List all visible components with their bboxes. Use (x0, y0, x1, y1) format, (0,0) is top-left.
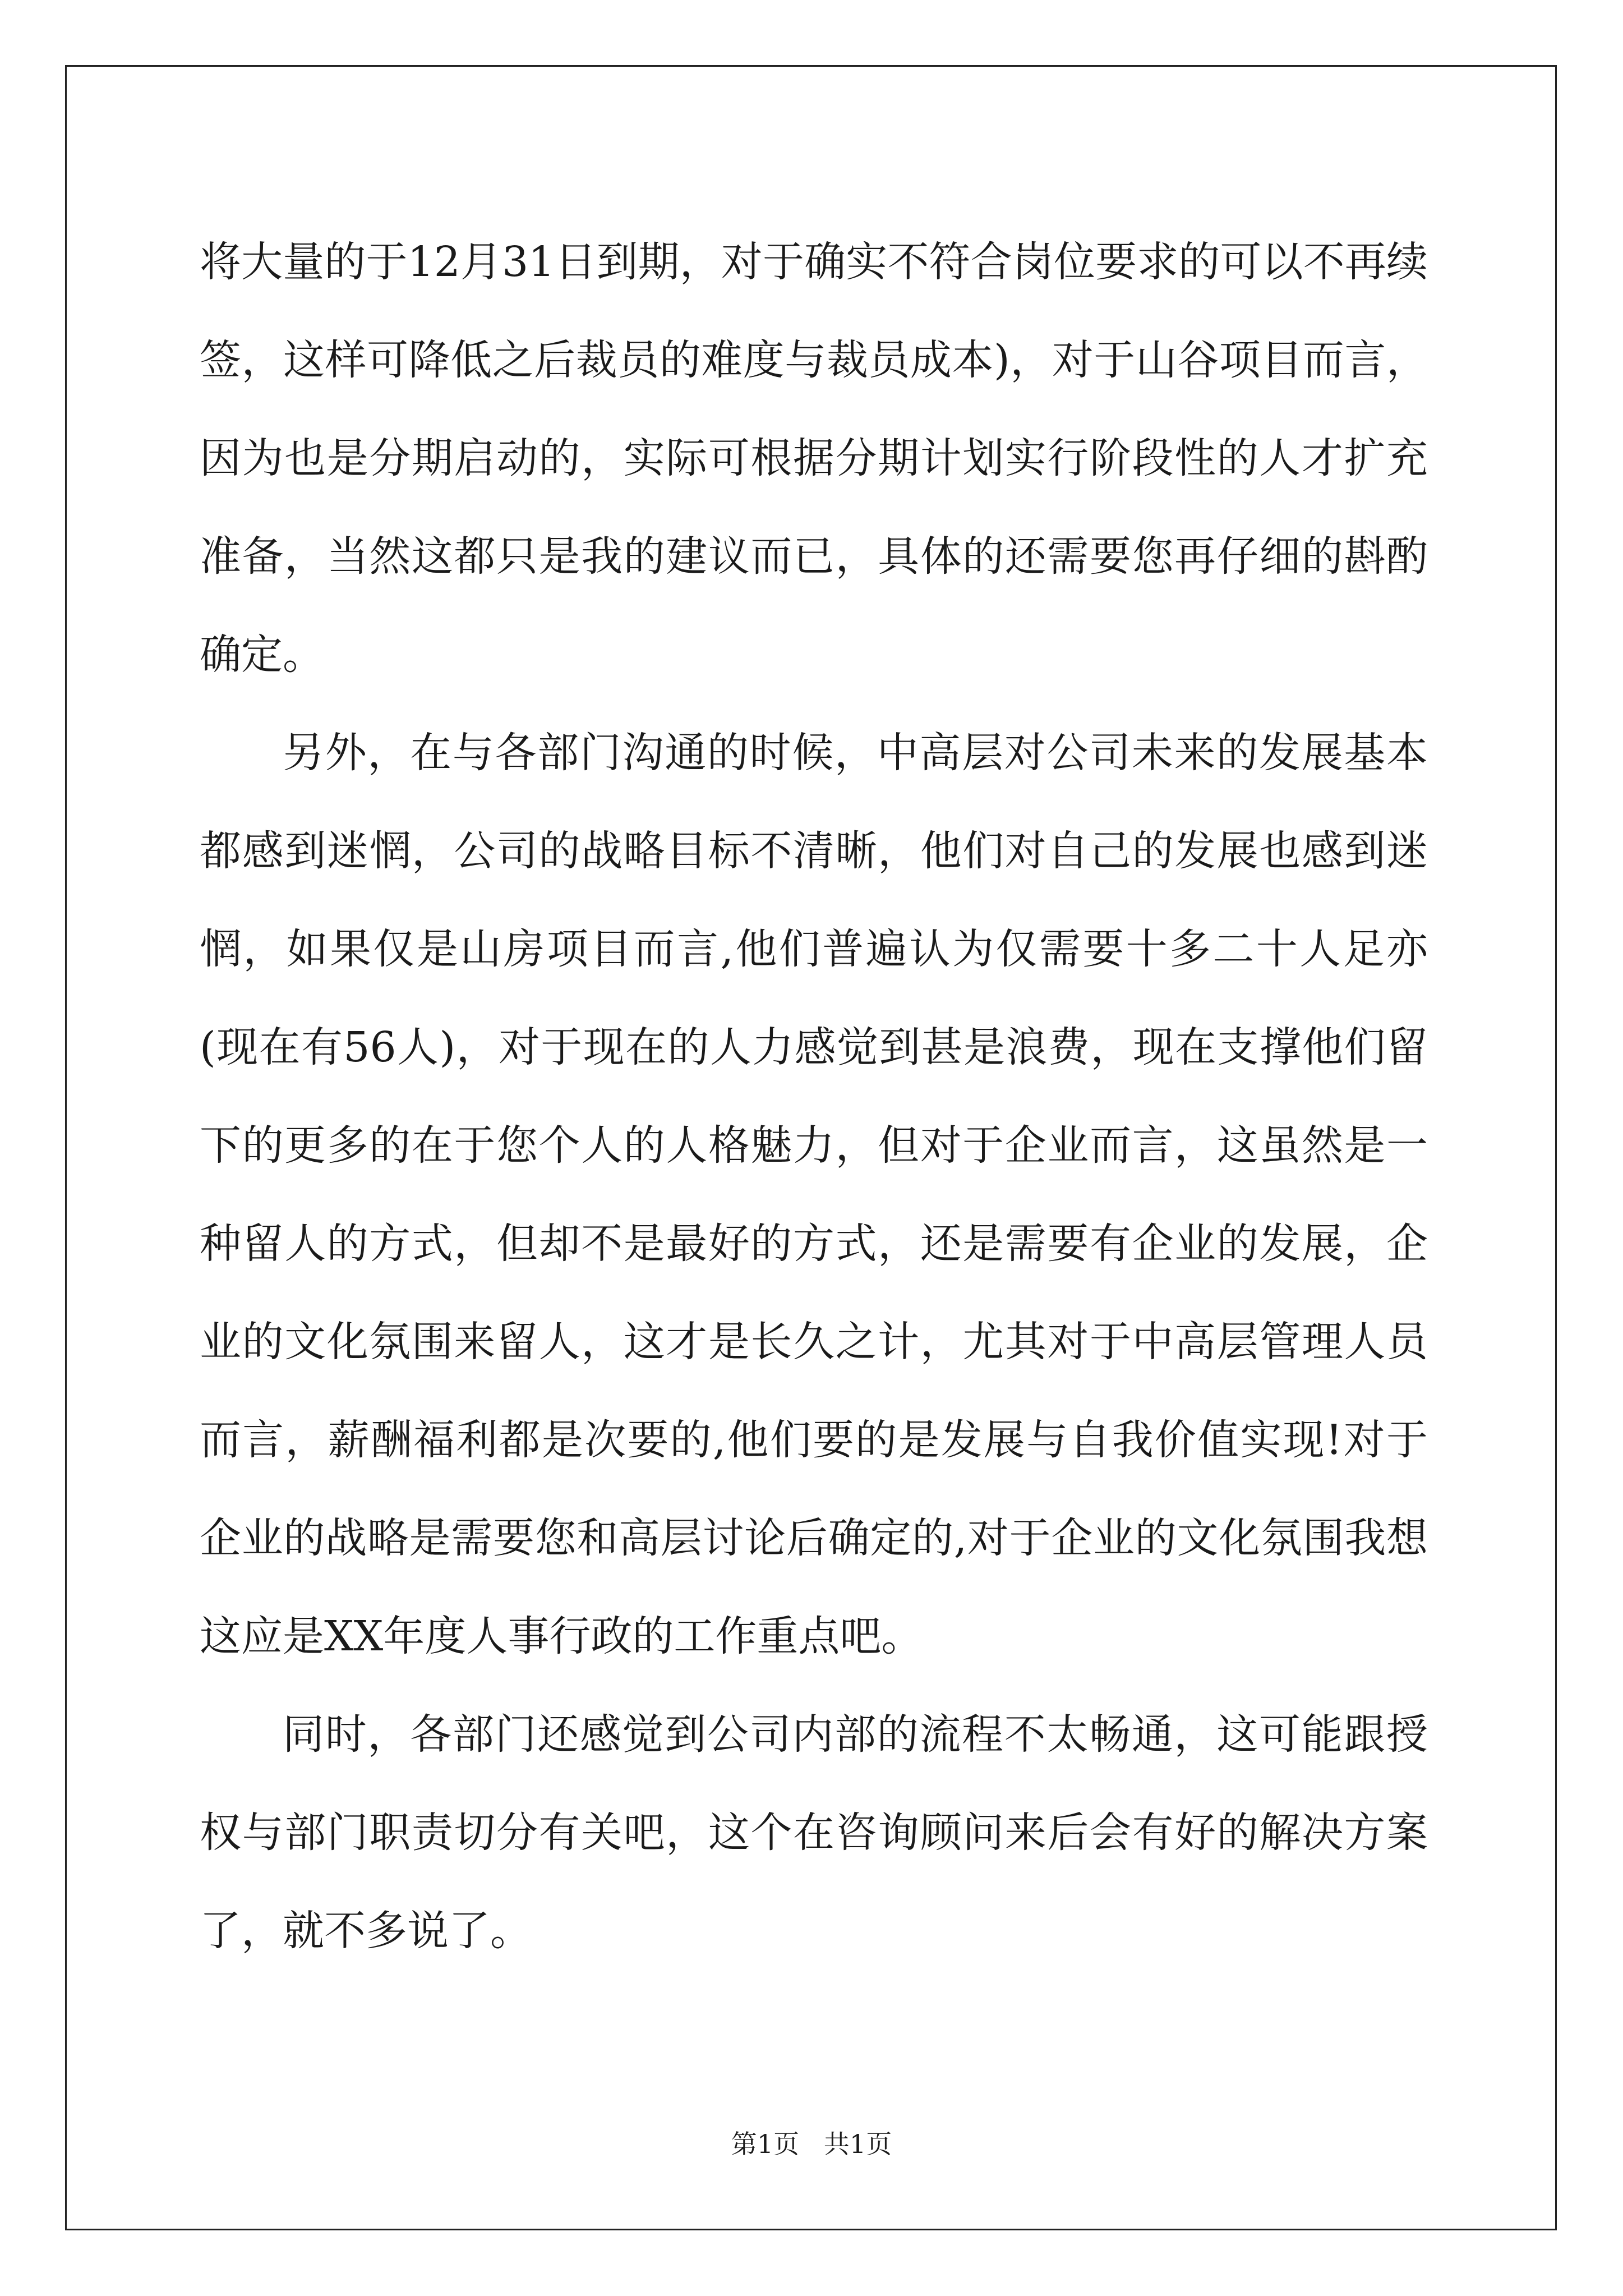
document-body (200, 213, 1428, 1980)
paragraph-continuation: 将大量的于12月31日到期，对于确实不符合岗位要求的可以不再续签，这样可降低之后裁员的难度与裁员成本)，对于山谷项目而言，因为也是分期启动的，实际可根据分期计划实行阶段性的人才扩充准备，当然这都只是我的建议而已，具体的还需要您再仔细的斟酌确定。 (200, 238, 1428, 679)
paragraph-strategy: 另外，在与各部门沟通的时候，中高层对公司未来的发展基本都感到迷惘，公司的战略目标不清晰，他们对自己的发展也感到迷惘，如果仅是山房项目而言,他们普遍认为仅需要十多二十人足亦(现在有56人)，对于现在的人力感觉到甚是浪费，现在支撑他们留下的更多的在于您个人的人格魅力，但对于企业而言，这虽然是一种留人的方式，但却不是最好的方式，还是需要有企业的发展，企业的文化氛围来留人，这才是长久之计，尤其对于中高层管理人员而言，薪酬福利都是次要的,他们要的是发展与自我价值实现!对于企业的战略是需要您和高层讨论后确定的,对于企业的文化氛围我想这应是XX年度人事行政的工作重点吧。 (200, 729, 1428, 1660)
page-number-footer: 第1页 共1页 (731, 2129, 892, 2159)
paragraph-process: 同时，各部门还感觉到公司内部的流程不太畅通，这可能跟授权与部门职责切分有关吧，这个在咨询顾问来后会有好的解决方案了，就不多说了。 (200, 1710, 1428, 1955)
